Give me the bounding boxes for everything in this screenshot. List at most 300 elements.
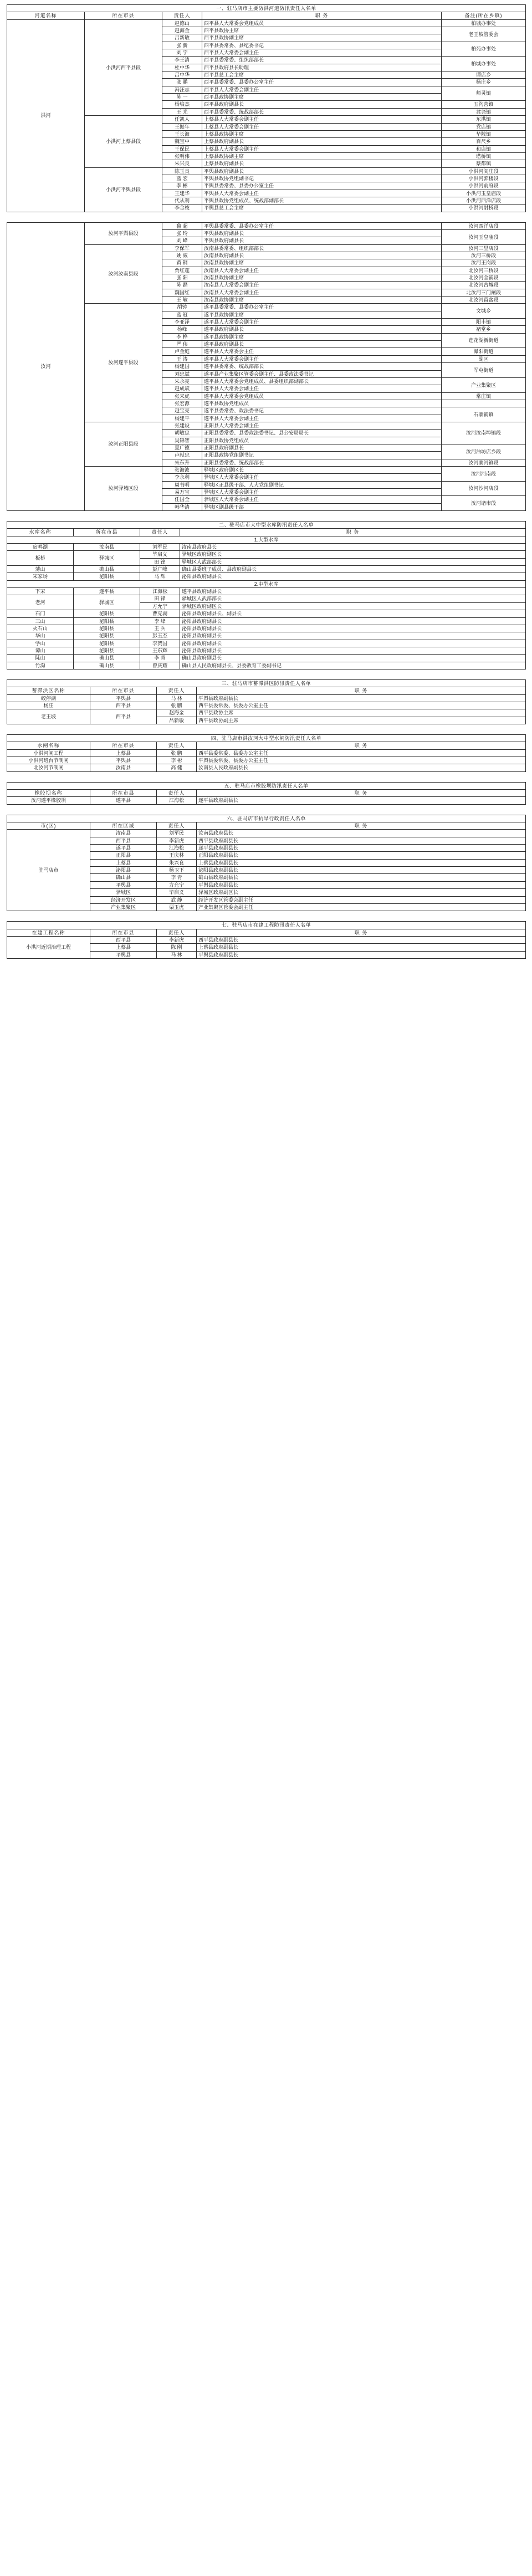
position-cell: 平舆县政府副县长 [202,229,442,237]
position-cell: 遂平县人大常委会主任 [202,348,442,355]
county-cell: 泌阳县 [74,625,140,632]
position-cell: 汝南县政府县长 [180,544,526,551]
section-title-row [7,782,526,789]
position-cell: 西平县人大常委会副主任 [202,49,442,57]
table-row [7,640,526,647]
responsible-person-cell: 吕新敏 [162,34,202,42]
responsible-person-cell: 吕中华 [162,71,202,79]
responsible-person-cell: 代从利 [162,197,202,204]
remark-township-cell [442,400,526,407]
remark-township-cell: 塔桥镇 [442,152,526,160]
county-cell: 西平县 [90,709,157,724]
county-cell: 确山县 [74,566,140,573]
responsible-person-cell: 方允宁 [157,881,197,888]
responsible-person-cell: 杨培杰 [162,101,202,108]
table-row [7,610,526,617]
remark-township-cell: 汝河诸市段 [442,496,526,511]
remark-township-cell: 汝河玉皇庙段 [442,229,526,244]
responsible-person-cell: 朱永亮 [162,377,202,385]
position-cell: 正阳县政府副县长 [202,444,442,451]
responsible-person-cell: 魏宝中 [162,138,202,145]
responsible-person-cell: 任国全 [162,496,202,503]
responsible-person-cell: 马 林 [157,694,197,702]
position-cell: 西平县政协副主席 [202,94,442,101]
position-cell: 西平县人大常委会党组成员 [202,19,442,27]
responsible-person-cell: 李贺国 [140,640,180,647]
remark-township-cell: 产业集聚区 [442,377,526,392]
responsible-person-cell: 卢金庭 [162,348,202,355]
position-cell: 遂平县委常委、县委办公室主任 [202,304,442,311]
column-header-3: 责任人 [162,12,202,19]
position-cell: 西平县政协主席 [197,709,526,717]
group-title-row [7,536,526,543]
responsible-person-cell: 严 伟 [162,341,202,348]
position-cell: 上蔡县人大常委会副主任 [202,145,442,152]
responsible-person-cell: 江海松 [140,588,180,595]
table-row [7,19,526,27]
responsible-person-cell: 马 林 [157,951,197,958]
reservoir-name-cell: 石门 [7,610,74,617]
responsible-person-cell: 彭玉杰 [140,632,180,640]
responsible-person-cell: 刘 峰 [162,237,202,244]
detention-basin-name-cell: 杨庄 [7,702,90,709]
responsible-person-cell: 李 彬 [157,757,197,764]
position-cell: 遂平县人大常委会党组成员 [202,392,442,400]
position-cell: 正阳县政协党组成员 [202,437,442,444]
remark-township-cell: 小洪河射桥段 [442,205,526,212]
column-header-2: 所在市县 [90,929,157,936]
responsible-person-cell: 李王清 [162,57,202,64]
position-cell: 驿城区人武部部长 [180,558,526,565]
responsible-person-cell: 杨建平 [162,415,202,422]
responsible-person-cell: 赵海金 [157,709,197,717]
column-header-row [7,529,526,536]
table-row [7,595,526,602]
table-ruhe-rivers [7,222,526,511]
table-row [7,757,526,764]
position-cell: 上蔡县人大常委会副主任 [202,123,442,130]
county-cell: 泌阳县 [74,632,140,640]
section-title-row [7,679,526,687]
position-cell: 遂平县政府副县长 [197,797,526,804]
position-cell: 泌阳县政府副县长 [180,625,526,632]
position-cell: 泌阳县政府副县长、副县长 [180,610,526,617]
column-header-4: 职 务 [197,790,526,797]
position-cell: 西平县政府县长助理 [202,64,442,71]
remark-township-cell: 副区 [442,355,526,362]
city-cell: 驻马店市 [7,830,90,911]
remark-township-cell: 汝河王岗段 [442,259,526,267]
remark-township-cell: 小洪河前府段 [442,182,526,190]
responsible-person-cell: 杨卫下 [157,867,197,874]
position-cell: 西平县委常委、统战部部长 [202,108,442,115]
remark-township-cell: 汝河河南段 [442,466,526,481]
detention-basin-name-cell: 蛟停湖 [7,694,90,702]
table-row [7,625,526,632]
table-row [7,617,526,625]
responsible-person-cell: 张 新 [162,42,202,49]
responsible-person-cell: 赵成斌 [162,385,202,392]
table-row [7,544,526,551]
county-cell: 泌阳县 [74,640,140,647]
remark-township-cell: 文城乡 [442,304,526,319]
position-cell: 上蔡县政府副县长 [197,944,526,951]
position-cell: 西平县政协副主席 [202,34,442,42]
responsible-person-cell: 李 桦 [162,333,202,340]
remark-township-cell: 常庄镇 [442,392,526,400]
responsible-person-cell: 田 锋 [140,558,180,565]
remark-township-cell: 和店镇 [442,145,526,152]
table-row [7,167,526,175]
responsible-person-cell: 王 光 [162,108,202,115]
position-cell: 遂平县委常委、统战部部长 [202,363,442,370]
remark-township-cell: 蔡都镇 [442,160,526,167]
responsible-person-cell: 李 峰 [140,617,180,625]
responsible-person-cell: 刘军民 [140,544,180,551]
responsible-person-cell: 刘忠斌 [162,370,202,377]
position-cell: 汝南县人大常委会副主任 [202,289,442,296]
zone-cell: 西平县 [90,837,157,844]
river-segment-cell: 汝河遂平县段 [85,304,162,422]
responsible-person-cell: 李新虎 [157,936,197,943]
zone-cell: 泌阳县 [90,867,157,874]
column-header-1: 在建工程名称 [7,929,90,936]
position-cell: 上蔡县人大常委会副主任 [202,116,442,123]
river-segment-cell: 汝河汝南县段 [85,244,162,304]
county-cell: 驿城区 [74,595,140,610]
position-cell: 遂平县人大常委会副主任 [202,319,442,326]
remark-township-cell: 东洪镇 [442,116,526,123]
column-header-1: 水闸名称 [7,742,90,749]
column-header-3: 责任人 [157,790,197,797]
responsible-person-cell: 王 兵 [140,625,180,632]
sluice-gate-name-cell: 北汝河节制闸 [7,764,90,771]
responsible-person-cell: 张宏源 [162,400,202,407]
responsible-person-cell: 曾庆耀 [140,662,180,669]
reservoir-name-cell: 学山 [7,640,74,647]
section-title-row [7,522,526,529]
position-cell: 西平县委常委、县委办公室主任 [197,749,526,757]
responsible-person-cell: 陈 一 [162,94,202,101]
position-cell: 平舆县政协党组成员、统战部副部长 [202,197,442,204]
responsible-person-cell: 韩华清 [162,503,202,510]
county-cell: 泌阳县 [74,573,140,580]
position-cell: 正阳县政协党组副书记 [202,452,442,459]
section-title: 六、驻马店市抗旱行政责任人名单 [7,815,526,822]
remark-township-cell: 谭店乡 [442,71,526,79]
remark-township-cell: 北汝河金铺段 [442,274,526,282]
responsible-person-cell: 毕启义 [140,551,180,558]
reservoir-name-cell: 华山 [7,632,74,640]
group-title-row [7,580,526,587]
reservoir-name-cell: 火石山 [7,625,74,632]
section-title-row [7,5,526,12]
county-cell: 平舆县 [90,951,157,958]
responsible-person-cell: 魏国红 [162,289,202,296]
responsible-person-cell: 杨峰 [162,326,202,333]
position-cell: 平舆县政协党组副书记 [202,175,442,182]
responsible-person-cell: 卢献忠 [162,452,202,459]
responsible-person-cell: 鲁 超 [162,222,202,229]
zone-cell: 遂平县 [90,845,157,852]
responsible-person-cell: 毕启义 [157,889,197,896]
column-header-row [7,12,526,19]
remark-township-cell: 柏苑办事处 [442,42,526,57]
responsible-person-cell: 张 鹏 [162,79,202,86]
remark-township-cell: 汝河汝南埠镇段 [442,422,526,444]
section-title: 七、驻马店市在建工程防汛责任人名单 [7,922,526,929]
position-cell: 泌阳县政府副县长 [180,647,526,654]
remark-township-cell: 小洪河西洋店段 [442,197,526,204]
table-row [7,573,526,580]
river-segment-cell: 汝河正阳县段 [85,422,162,466]
table-row [7,797,526,804]
responsible-person-cell: 李新虎 [157,837,197,844]
reservoir-name-cell: 竹沟 [7,662,74,669]
responsible-person-cell: 李金枝 [162,205,202,212]
county-cell: 上蔡县 [90,749,157,757]
position-cell: 上蔡县政协副主席 [202,130,442,137]
column-header-4: 职 务 [202,12,442,19]
section-title: 二、驻马店市大中型水库防汛责任人名单 [7,522,526,529]
responsible-person-cell: 刘军民 [157,830,197,837]
position-cell: 平舆县政府副县长 [197,881,526,888]
responsible-person-cell: 李 青 [140,655,180,662]
remark-township-cell: 阳丰镇 [442,319,526,326]
remark-township-cell: 小洪河郭楼段 [442,175,526,182]
position-cell: 西平县委常委、组织部部长 [202,57,442,64]
sluice-gate-name-cell: 小洪河班台节制闸 [7,757,90,764]
responsible-person-cell: 黄 钢 [162,259,202,267]
position-cell: 遂平县政府副县长 [202,326,442,333]
column-header-2: 所在市县 [74,529,140,536]
position-cell: 平舆县政府副县长 [202,237,442,244]
column-header-3: 责任人 [157,822,197,830]
reservoir-name-cell: 谭山 [7,647,74,654]
position-cell: 平舆县政府副县长 [202,167,442,175]
responsible-person-cell: 王建华 [162,190,202,197]
responsible-person-cell: 王保民 [162,145,202,152]
position-cell: 平舆县政府副县长 [197,951,526,958]
detention-basin-name-cell: 老王坡 [7,709,90,724]
county-cell: 平舆县 [90,694,157,702]
responsible-person-cell: 江海松 [157,797,197,804]
county-cell: 泌阳县 [74,610,140,617]
responsible-person-cell: 王长海 [162,130,202,137]
remark-township-cell: 军屯街道 [442,363,526,378]
responsible-person-cell: 张 鹏 [157,702,197,709]
position-cell: 泌阳县政府副县长 [180,640,526,647]
position-cell: 汝南县人大常委会副主任 [202,267,442,274]
section-title-row [7,922,526,929]
remark-township-cell: 柏城办事处 [442,57,526,71]
section-title: 一、驻马店市主要防洪河道防汛责任人名单 [7,5,526,12]
responsible-person-cell: 任凯人 [162,116,202,123]
position-cell: 正阳县委常委、县委政法委书记、县公安局局长 [202,430,442,437]
position-cell: 上蔡县政协副主席 [202,152,442,160]
responsible-person-cell: 李保军 [162,244,202,252]
group-title: 1.大型水库 [7,536,526,543]
remark-township-cell: 汝河油坊店乡段 [442,444,526,459]
position-cell: 驿城区正县级干部、人大党组副书记 [202,481,442,488]
river-segment-cell: 小洪河西平县段 [85,19,162,115]
river-name-cell: 汝河 [7,222,85,510]
responsible-person-cell: 张 鹏 [157,749,197,757]
table-row [7,830,526,837]
responsible-person-cell: 王庆林 [157,852,197,859]
position-cell: 西平县政协主席 [202,27,442,34]
column-header-row [7,929,526,936]
position-cell: 遂平县政协党组成员 [202,400,442,407]
table-reservoirs [7,521,526,669]
table-row [7,936,526,943]
position-cell: 遂平县人大常委会副主任 [202,415,442,422]
county-cell: 泌阳县 [74,647,140,654]
position-cell: 正阳县人大常委会副主任 [202,422,442,429]
column-header-3: 责任人 [140,529,180,536]
remark-township-cell: 汝河西洋店段 [442,222,526,229]
position-cell: 驿城区人大常委会副主任 [202,496,442,503]
river-segment-cell: 小洪河上蔡县段 [85,116,162,167]
position-cell: 汝南县委常委、组织部部长 [202,244,442,252]
responsible-person-cell: 李 青 [157,874,197,881]
zone-cell: 经济开发区 [90,896,157,903]
reservoir-name-cell: 三山 [7,617,74,625]
position-cell: 遂平县委常委、政法委书记 [202,407,442,415]
table-ongoing-projects [7,921,526,959]
position-cell: 上蔡县政府副县长 [202,160,442,167]
table-row [7,566,526,573]
reservoir-name-cell: 陡山 [7,655,74,662]
column-header-2: 所在市县 [90,687,157,694]
responsible-person-cell: 姚 威 [162,252,202,259]
position-cell: 汝南县政协副主席 [202,297,442,304]
reservoir-name-cell: 薄山 [7,566,74,573]
responsible-person-cell: 李永利 [162,474,202,481]
column-header-3: 责任人 [157,742,197,749]
responsible-person-cell: 张来虎 [162,392,202,400]
position-cell: 遂平县政协副主席 [202,311,442,318]
column-header-row [7,687,526,694]
column-header-4: 职 务 [197,742,526,749]
remark-township-cell: 北汝河三门闸段 [442,289,526,296]
table-detention-basins [7,679,526,724]
remark-township-cell: 老王坡管委会 [442,27,526,42]
responsible-person-cell: 周书明 [162,481,202,488]
column-header-5: 备注(所在乡镇) [442,12,526,19]
position-cell: 西平县政协副主席 [197,717,526,724]
position-cell: 确山县政府副县长 [197,874,526,881]
responsible-person-cell: 吴锦智 [162,437,202,444]
column-header-3: 责任人 [157,687,197,694]
responsible-person-cell: 王 涛 [162,355,202,362]
document-page [0,0,532,980]
responsible-person-cell: 夏广德 [162,444,202,451]
remark-township-cell: 瀑阳街道 [442,348,526,355]
table-row [7,702,526,709]
position-cell: 平舆县委常委、县委办公室主任 [202,222,442,229]
section-title: 五、驻马店市橡胶坝防汛责任人名单 [7,782,526,789]
county-cell: 西平县 [90,936,157,943]
project-name-cell: 小洪河近期治理工程 [7,936,90,958]
river-segment-cell: 小洪河平舆县段 [85,167,162,212]
column-header-1: 橡胶坝名称 [7,790,90,797]
responsible-person-cell: 朱兴良 [162,160,202,167]
section-title: 三、驻马店市蓄滞洪区防汛责任人名单 [7,679,526,687]
column-header-4: 职 务 [197,822,526,830]
section-title-row [7,734,526,742]
remark-township-cell: 汝河三里店段 [442,244,526,252]
county-cell: 确山县 [74,655,140,662]
remark-township-cell: 小洪河玉皇庙段 [442,190,526,197]
position-cell: 确山县人民政府副县长、县委教育工委副书记 [180,662,526,669]
responsible-person-cell: 张 阳 [162,274,202,282]
reservoir-name-cell: 宋家场 [7,573,74,580]
responsible-person-cell: 张 玲 [162,229,202,237]
responsible-person-cell: 蓝 冠 [162,311,202,318]
county-cell: 泌阳县 [74,617,140,625]
position-cell: 驿城区副县级干部 [202,503,442,510]
column-header-3: 责任人 [157,929,197,936]
position-cell: 正阳县政府副县长 [197,852,526,859]
zone-cell: 确山县 [90,874,157,881]
county-cell: 汝南县 [90,764,157,771]
column-header-1: 水库名称 [7,529,74,536]
county-cell: 上蔡县 [90,944,157,951]
table-row [7,466,526,473]
remark-township-cell: 杨庄乡 [442,79,526,86]
position-cell: 确山县委班子成员、县政府副县长 [180,566,526,573]
position-cell: 遂平县产业集聚区管委会副主任、县委政法委书记 [202,370,442,377]
responsible-person-cell: 胡铸 [162,304,202,311]
responsible-person-cell: 王振年 [162,123,202,130]
responsible-person-cell: 赵宝亮 [162,407,202,415]
river-segment-cell: 汝河平舆县段 [85,222,162,244]
column-header-4: 职 务 [197,929,526,936]
table-row [7,709,526,717]
responsible-person-cell: 刘 宇 [162,49,202,57]
responsible-person-cell: 王 敏 [162,297,202,304]
position-cell: 平舆县政府副县长 [197,694,526,702]
zone-cell: 正阳县 [90,852,157,859]
table-drought-officials [7,815,526,911]
position-cell: 汝南县政协副主席 [202,259,442,267]
county-cell: 平舆县 [90,757,157,764]
remark-township-cell: 柏城办事处 [442,19,526,27]
zone-cell: 汝南县 [90,830,157,837]
responsible-person-cell: 胡敏忠 [162,430,202,437]
remark-township-cell: 小洪河阎庄段 [442,167,526,175]
column-header-2: 所在区域 [90,822,157,830]
position-cell: 西平县总工会主席 [202,71,442,79]
position-cell: 确山县政府副县长 [180,655,526,662]
county-cell: 西平县 [90,702,157,709]
column-header-2: 所在市县 [90,742,157,749]
remark-township-cell: 石寨铺镇 [442,407,526,422]
responsible-person-cell: 杜中华 [162,64,202,71]
reservoir-name-cell: 下宋 [7,588,74,595]
position-cell: 驿城区政府副区长 [180,551,526,558]
responsible-person-cell: 张建设 [162,422,202,429]
responsible-person-cell: 江海松 [157,845,197,852]
column-header-4: 职 务 [180,529,526,536]
zone-cell: 产业集聚区 [90,903,157,911]
position-cell: 汝南县人民政府副县长 [197,764,526,771]
position-cell: 西平县政府副县长 [202,101,442,108]
table-row [7,422,526,429]
responsible-person-cell: 冯汪志 [162,86,202,93]
position-cell: 驿城区人武部部长 [180,595,526,602]
